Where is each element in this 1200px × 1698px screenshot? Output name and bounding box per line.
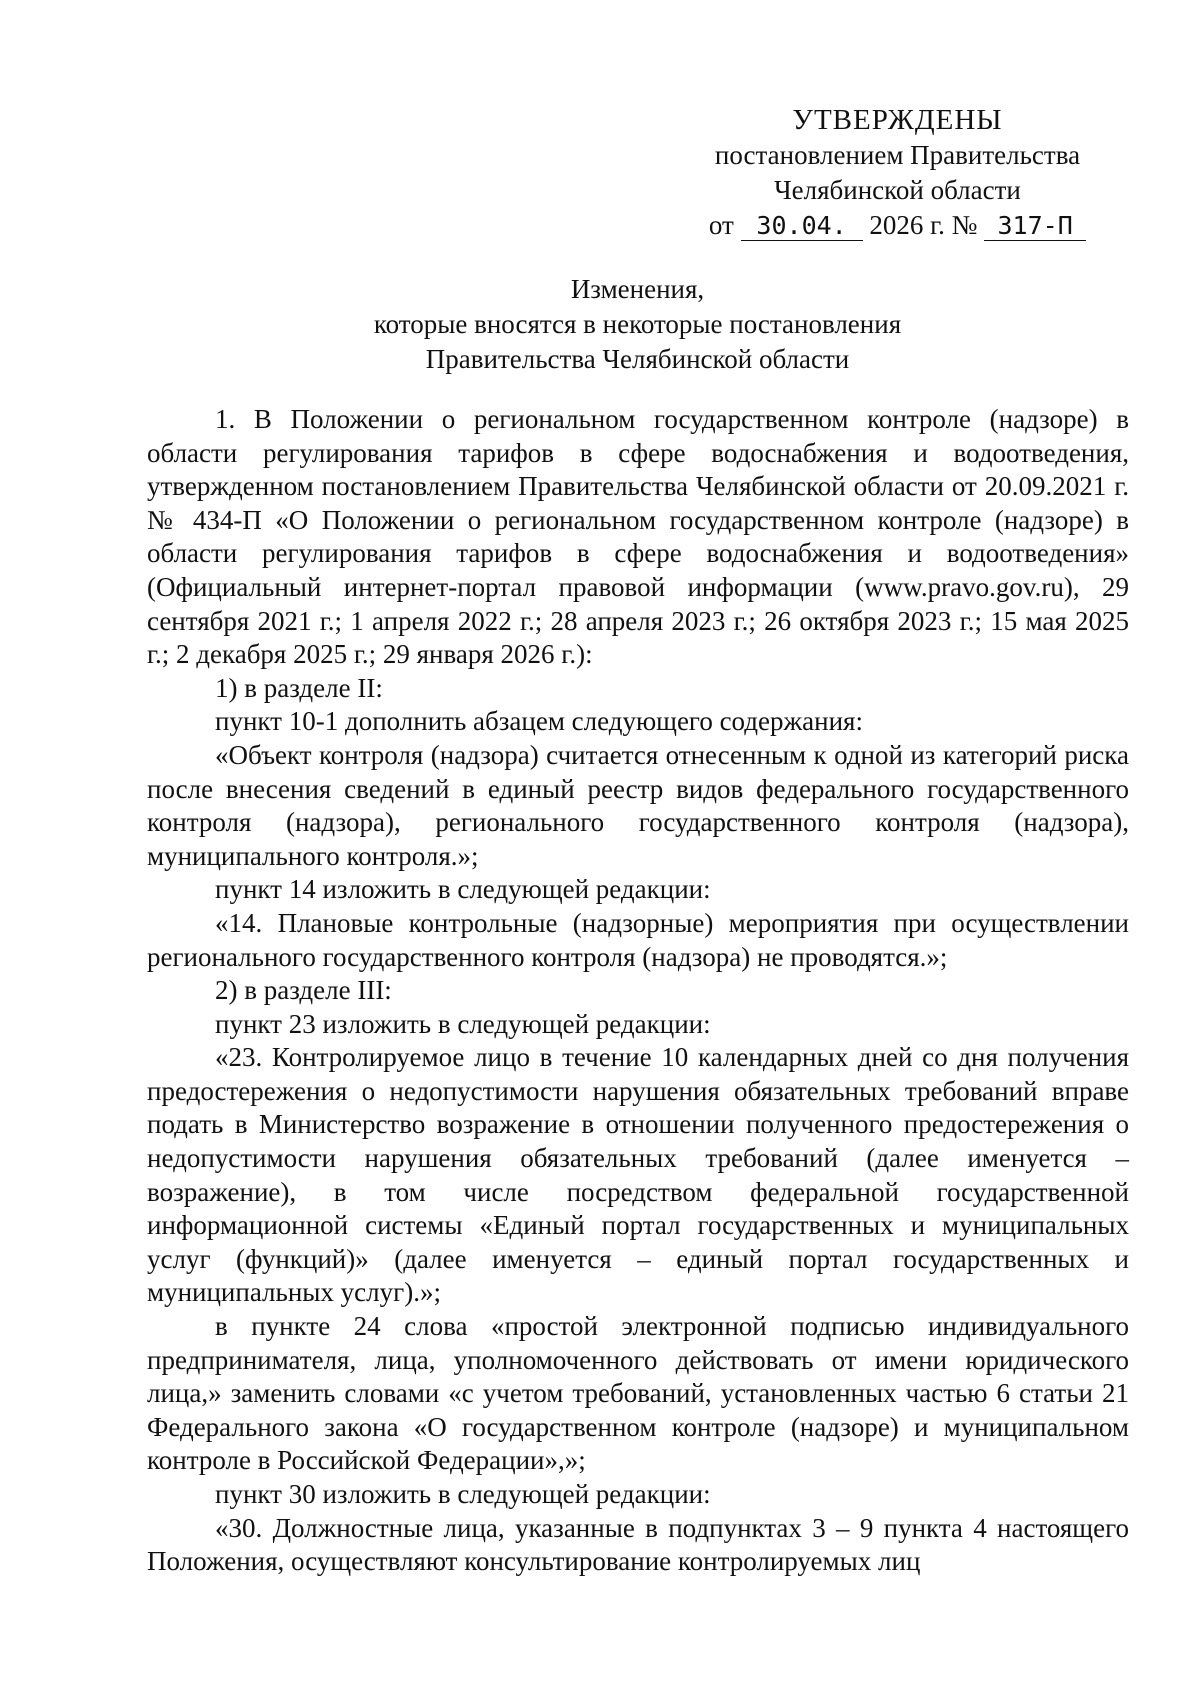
document-heading [150,272,1125,377]
paragraph-item-14: пункт 14 изложить в следующей редакции: [215,874,711,905]
document-number-field: 317-П [984,212,1086,241]
paragraph-item-14-quote: «14. Плановые контрольные (надзорные) мероприятия при осуществлении регионального государственного контроля (надзора) не проводятся.»; [147,907,1129,972]
paragraph-item-30: пункт 30 изложить в следующей редакции: [215,1479,711,1509]
date-prefix: от [708,210,734,240]
paragraph-item-23: пункт 23 изложить в следующей редакции: [215,1008,711,1039]
heading-line-3: Правительства Челябинской области [425,344,850,374]
approval-line-region: Челябинской области [774,175,1021,205]
paragraph-risk-category-quote: «Объект контроля (надзора) считается отнесенным к одной из категорий риска после внесения сведений в единый реестр видов федерального государственного контроля (надзора), регионального государственного контроля (надзора), муниципального контроля.»; [147,739,1129,871]
paragraph-section-ii: 1) в разделе II: [215,672,383,703]
handwritten-date-field: 30.04. [741,212,863,241]
paragraph-1-intro: 1. В Положении о региональном государственном контроле (надзоре) в области регулирования тарифов в сфере водоснабжения и водоотведения, утвержденном постановлением Правительства Челябинской области от 20.09.2021 г. № 434-П «О Положении о региональном государственном контроле (надзоре) в области регулирования тарифов в сфере водоснабжения и водоотведения» (Официальный интернет-портал правовой информации (www.pravo.gov.ru), 29 сентября 2021 г.; 1 апреля 2022 г.; 28 апреля 2023 г.; 26 октября 2023 г.; 15 мая 2025 г.; 2 декабря 2025 г.; 29 января 2026 г.): [147,404,1129,670]
paragraph-section-iii: 2) в разделе III: [215,975,392,1006]
paragraph-item-10-1: пункт 10-1 дополнить абзацем следующего содержания: [215,706,863,737]
document-body [147,403,1129,1579]
heading-line-1: Изменения, [570,274,705,304]
year-and-number-label: 2026 г. № [869,210,978,240]
approval-title: УТВЕРЖДЕНЫ [792,104,1003,136]
paragraph-item-30-quote: «30. Должностные лица, указанные в подпунктах 3 – 9 пункта 4 настоящего Положения, осуществляют консультирование контролируемых лиц [147,1512,1129,1577]
paragraph-item-24: в пункте 24 слова «простой электронной подписью индивидуального предпринимателя, лица, уполномоченного действовать от имени юридического лица,» заменить словами «с учетом требований, установленных частью 6 статьи 21 Федерального закона «О государственном контроле (надзоре) и муниципальном контроле в Российской Федерации»,»; [147,1311,1129,1476]
approval-date-line [700,208,1095,243]
paragraph-item-23-quote: «23. Контролируемое лицо в течение 10 календарных дней со дня получения предостережения о недопустимости нарушения обязательных требований вправе подать в Министерство возражение в отношении полученного предостережения о недопустимости нарушения обязательных требований (далее именуется – возражение), в том числе посредством федеральной государственной информационной системы «Единый портал государственных и муниципальных услуг (функций)» (далее именуется – единый портал государственных и муниципальных услуг).»; [147,1042,1129,1308]
approval-block [700,103,1095,243]
heading-line-2: которые вносятся в некоторые постановления [373,309,902,339]
approval-line-government: постановлением Правительства [714,140,1081,170]
